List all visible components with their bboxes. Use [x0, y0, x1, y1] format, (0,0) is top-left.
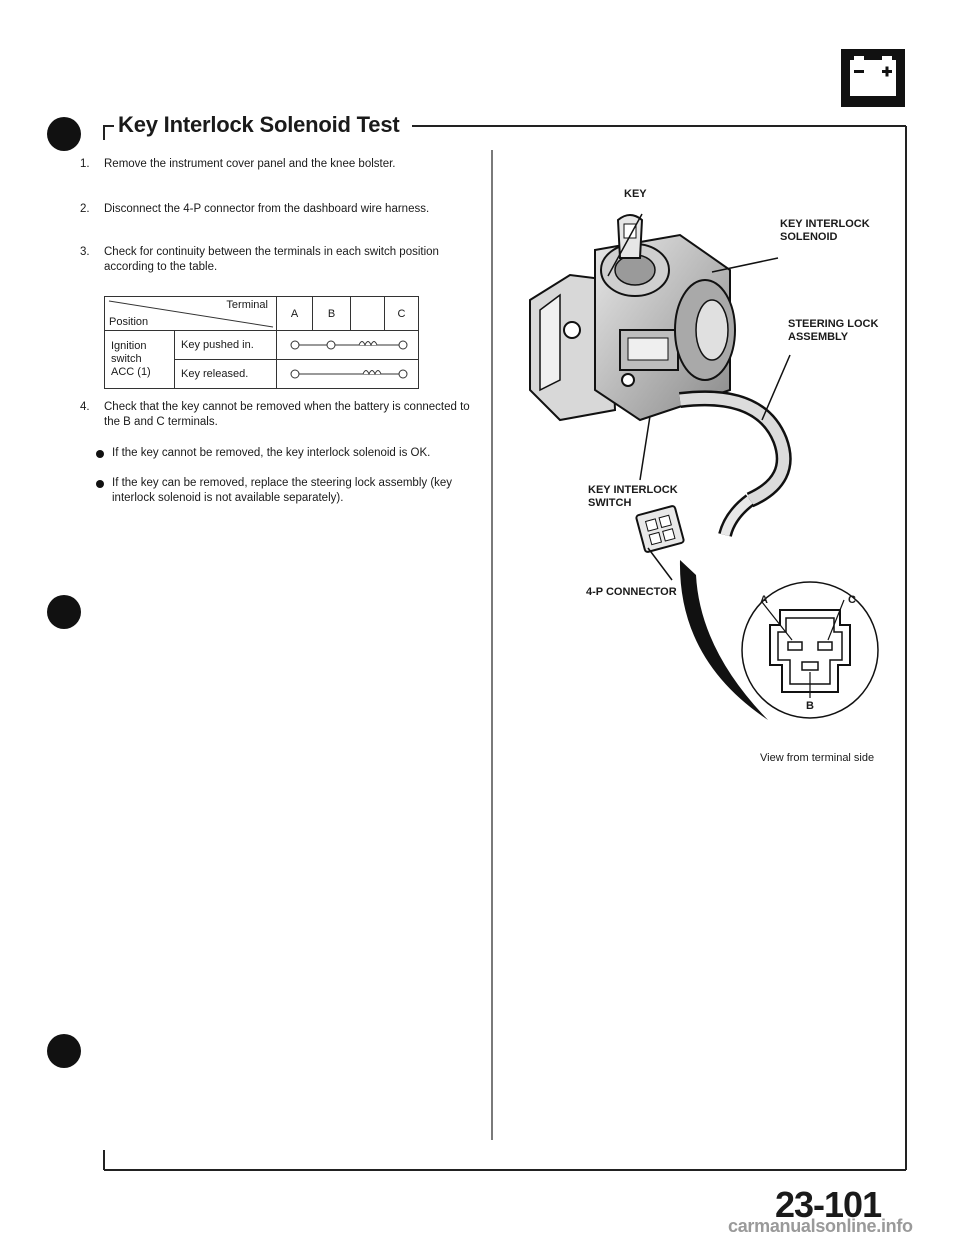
label-connector: 4-P CONNECTOR — [586, 586, 677, 598]
step-number: 4. — [80, 401, 90, 413]
page-title: Key Interlock Solenoid Test — [118, 112, 400, 137]
view-caption: View from terminal side — [760, 752, 875, 764]
terminal-b-label: B — [806, 700, 814, 712]
step-text: Remove the instrument cover panel and the knee bolster. — [104, 158, 396, 170]
table-continuity-cell — [277, 331, 419, 360]
continuity-table — [104, 296, 419, 389]
step-number: 1. — [80, 158, 90, 170]
watermark: carmanualsonline.info — [728, 1216, 913, 1236]
step-text: Disconnect the 4-P connector from the dashboard wire harness. — [104, 203, 430, 215]
page-number: 23-101 — [775, 1184, 882, 1225]
label-switch: KEY INTERLOCK SWITCH — [588, 484, 678, 509]
step-number: 3. — [80, 246, 90, 258]
table-continuity-cell — [277, 360, 419, 389]
table-col-b: B — [313, 297, 351, 331]
step-text: Check that the key cannot be removed when the battery is connected to the B and C terminals. — [104, 401, 470, 428]
table-header-position: Position — [109, 316, 149, 328]
table-corner-cell — [105, 297, 277, 331]
bullet-item: If the key can be removed, replace the steering lock assembly (key interlock solenoid is not available separately). — [112, 477, 453, 504]
label-solenoid: KEY INTERLOCK SOLENOID — [780, 218, 870, 243]
bullet-dot — [96, 450, 104, 458]
bullet-item: If the key cannot be removed, the key interlock solenoid is OK. — [112, 447, 431, 459]
label-key: KEY — [624, 188, 647, 200]
table-col-spacer — [351, 297, 385, 331]
label-steering-lock: STEERING LOCK ASSEMBLY — [788, 318, 879, 343]
table-row-label: Key pushed in. — [175, 331, 277, 360]
bullet-dot — [96, 480, 104, 488]
step-text: Check for continuity between the terminals in each switch position according to the table. — [104, 246, 439, 273]
table-col-a: A — [277, 297, 313, 331]
table-col-c: C — [385, 297, 419, 331]
table-header-terminal: Terminal — [226, 299, 268, 311]
continuity-line — [277, 331, 419, 359]
table-group-label: Ignition switch ACC (1) — [105, 331, 175, 389]
table-row-label: Key released. — [175, 360, 277, 389]
terminal-c-label: C — [848, 594, 856, 606]
continuity-line — [277, 360, 419, 388]
step-number: 2. — [80, 203, 90, 215]
terminal-a-label: A — [760, 594, 768, 606]
